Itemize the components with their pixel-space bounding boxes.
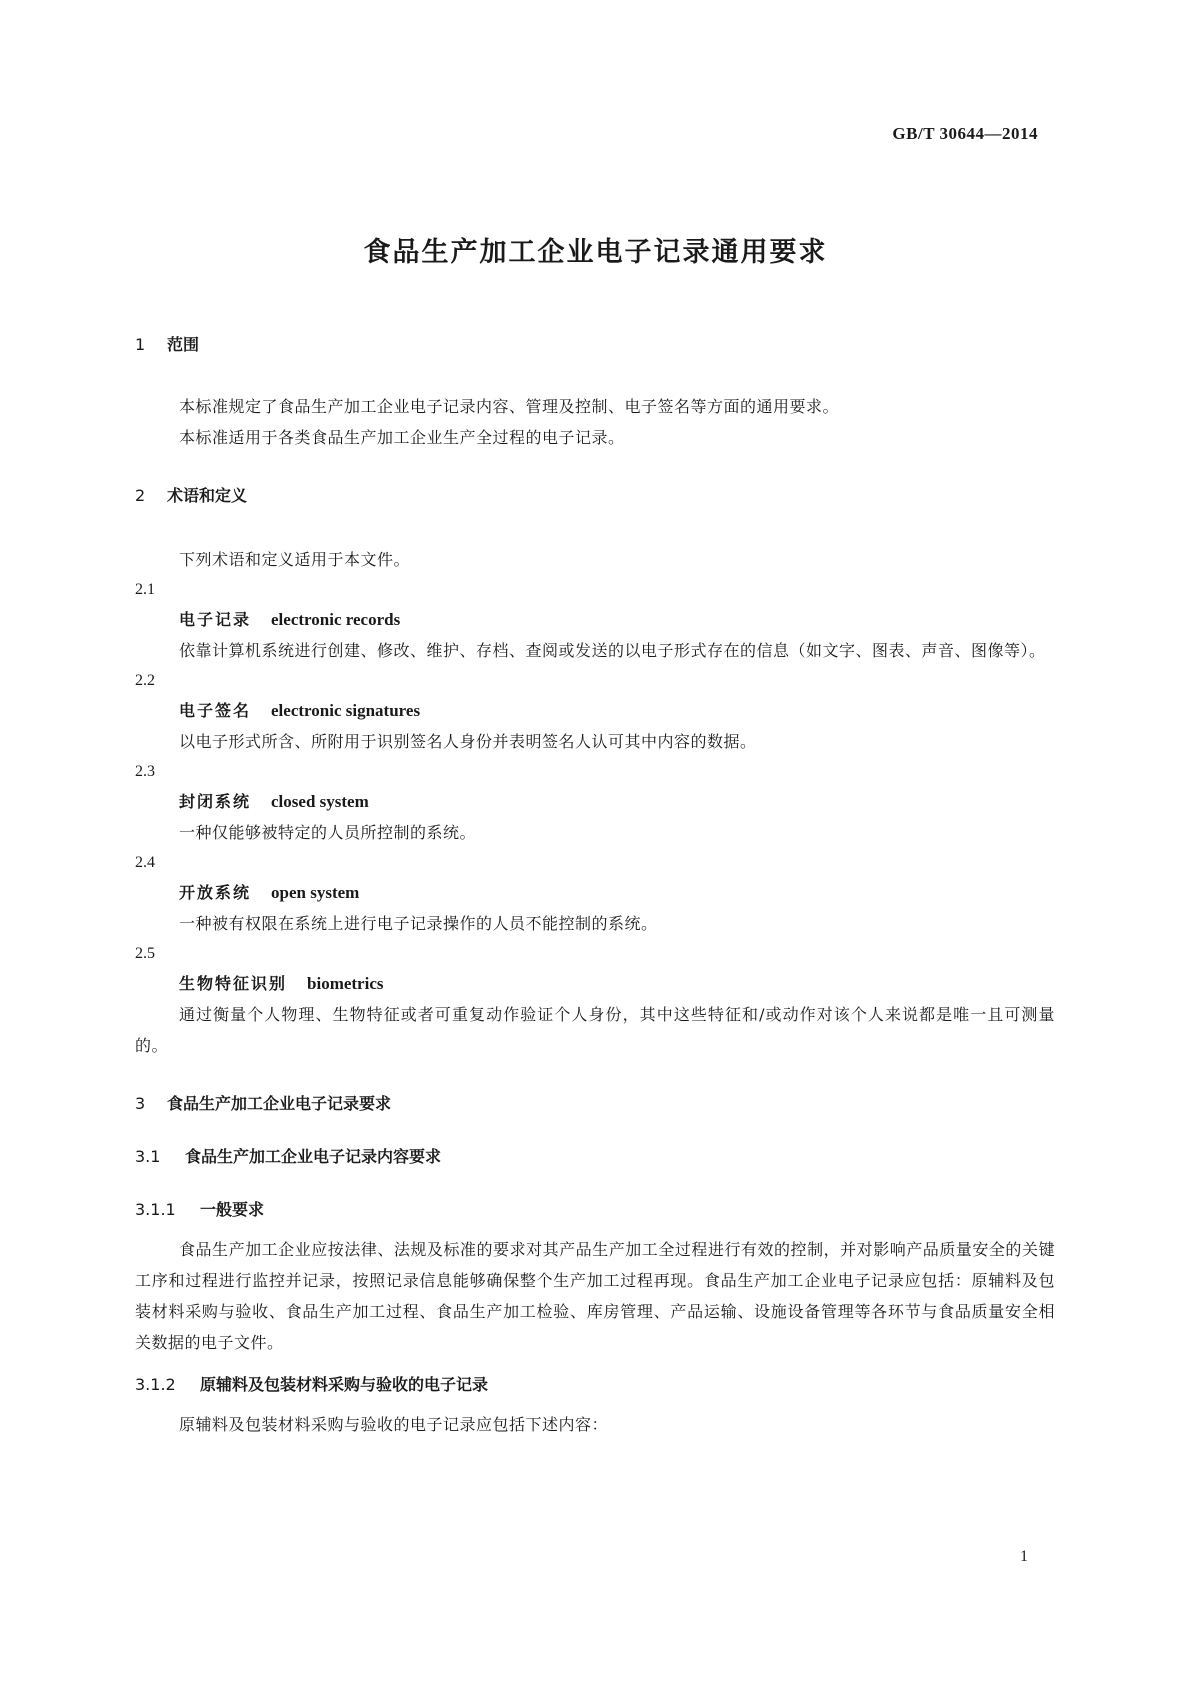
section-heading-1 bbox=[135, 332, 1055, 355]
term-number: 2.2 bbox=[135, 672, 155, 689]
subsubsection-number: 3.1.1 bbox=[135, 1200, 176, 1219]
term-definition: 一种被有权限在系统上进行电子记录操作的人员不能控制的系统。 bbox=[179, 914, 658, 933]
term-number: 2.3 bbox=[135, 763, 155, 780]
subsection-title: 食品生产加工企业电子记录内容要求 bbox=[185, 1147, 442, 1166]
subsection-number: 3.1 bbox=[135, 1147, 161, 1166]
term-entry bbox=[135, 666, 1055, 757]
document-title: 食品生产加工企业电子记录通用要求 bbox=[363, 237, 828, 268]
term-chinese: 封闭系统 bbox=[179, 792, 252, 811]
subsubsection-title: 一般要求 bbox=[200, 1200, 265, 1219]
term-entry bbox=[135, 939, 1055, 1061]
section-number: 2 bbox=[135, 486, 146, 505]
page-number: 1 bbox=[1020, 1548, 1028, 1565]
subsubsection-number: 3.1.2 bbox=[135, 1375, 176, 1394]
term-heading bbox=[179, 969, 1055, 999]
term-number: 2.1 bbox=[135, 581, 155, 598]
term-english: electronic signatures bbox=[271, 701, 421, 720]
section-heading-2 bbox=[135, 483, 1055, 506]
term-chinese: 生物特征识别 bbox=[179, 974, 288, 993]
term-definition: 一种仅能够被特定的人员所控制的系统。 bbox=[179, 823, 477, 842]
section-heading-3 bbox=[135, 1091, 1055, 1114]
section-title: 食品生产加工企业电子记录要求 bbox=[167, 1094, 392, 1113]
section-title: 范围 bbox=[167, 335, 200, 354]
term-entry bbox=[135, 575, 1055, 666]
document-body bbox=[135, 332, 1055, 1440]
term-entry bbox=[135, 757, 1055, 848]
term-entry bbox=[135, 848, 1055, 939]
term-heading bbox=[179, 696, 1055, 726]
term-chinese: 开放系统 bbox=[179, 883, 252, 902]
subsubsection-heading bbox=[135, 1197, 1055, 1220]
standard-code: GB/T 30644—2014 bbox=[892, 124, 1038, 143]
paragraph: 食品生产加工企业应按法律、法规及标准的要求对其产品生产加工全过程进行有效的控制，并对影响产品质量安全的关键工序和过程进行监控并记录，按照记录信息能够确保整个生产加工过程再现。食品生产加工企业电子记录应包括：原辅料及包装材料采购与验收、食品生产加工过程、食品生产加工检验、库房管理、产品运输、设施设备管理等各环节与食品质量安全相关数据的电子文件。 bbox=[135, 1240, 1055, 1352]
section-number: 3 bbox=[135, 1094, 146, 1113]
term-english: open system bbox=[271, 883, 360, 902]
paragraph: 下列术语和定义适用于本文件。 bbox=[179, 550, 411, 569]
paragraph: 原辅料及包装材料采购与验收的电子记录应包括下述内容： bbox=[179, 1415, 609, 1434]
term-heading bbox=[179, 787, 1055, 817]
term-definition: 依靠计算机系统进行创建、修改、维护、存档、查阅或发送的以电子形式存在的信息（如文字、图表、声音、图像等）。 bbox=[179, 641, 1046, 660]
term-definition: 通过衡量个人物理、生物特征或者可重复动作验证个人身份，其中这些特征和/或动作对该个人来说都是唯一且可测量的。 bbox=[135, 1005, 1055, 1055]
subsubsection-heading bbox=[135, 1372, 1055, 1395]
term-number: 2.5 bbox=[135, 945, 155, 962]
term-chinese: 电子签名 bbox=[179, 701, 252, 720]
term-heading bbox=[179, 878, 1055, 908]
subsubsection-title: 原辅料及包装材料采购与验收的电子记录 bbox=[200, 1375, 489, 1394]
term-heading bbox=[179, 605, 1055, 635]
term-definition: 以电子形式所含、所附用于识别签名人身份并表明签名人认可其中内容的数据。 bbox=[179, 732, 757, 751]
term-english: closed system bbox=[271, 792, 369, 811]
section-number: 1 bbox=[135, 335, 146, 354]
section-title: 术语和定义 bbox=[167, 486, 248, 505]
subsection-heading bbox=[135, 1144, 1055, 1167]
paragraph: 本标准规定了食品生产加工企业电子记录内容、管理及控制、电子签名等方面的通用要求。 bbox=[179, 397, 840, 416]
term-chinese: 电子记录 bbox=[179, 610, 252, 629]
paragraph: 本标准适用于各类食品生产加工企业生产全过程的电子记录。 bbox=[179, 428, 625, 447]
term-english: electronic records bbox=[271, 610, 401, 629]
term-number: 2.4 bbox=[135, 854, 155, 871]
term-english: biometrics bbox=[307, 974, 384, 993]
